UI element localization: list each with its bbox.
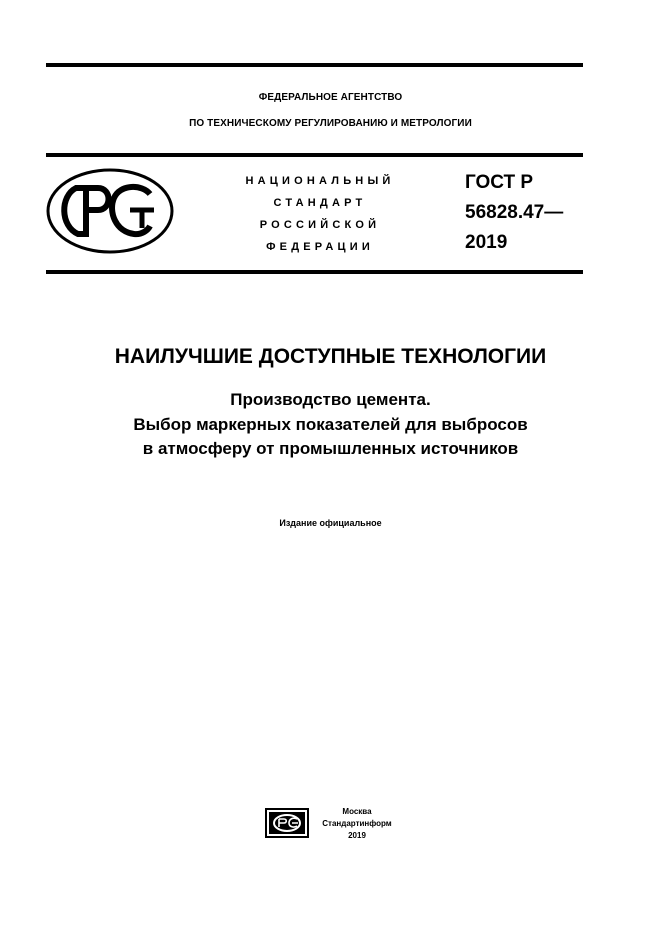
top-rule — [46, 63, 583, 67]
standard-type-label — [232, 170, 408, 258]
designation-line-1: ГОСТ Р — [465, 172, 534, 193]
standard-type-line-3: РОССИЙСКОЙ — [259, 219, 381, 231]
standard-type-line-2: СТАНДАРТ — [273, 197, 367, 209]
imprint-publisher: Стандартинформ — [322, 819, 392, 828]
designation-line-2: 56828.47— — [465, 202, 564, 223]
standard-type-line-1: НАЦИОНАЛЬНЫЙ — [245, 175, 395, 187]
edition-note: Издание официальное — [279, 518, 382, 528]
standartinform-logo — [265, 808, 309, 838]
designation-line-3: 2019 — [465, 232, 508, 253]
imprint-year: 2019 — [348, 831, 366, 840]
document-subtitle — [0, 388, 661, 462]
standard-type-line-4: ФЕДЕРАЦИИ — [266, 241, 374, 253]
header-rule-lower — [46, 270, 583, 274]
rst-certification-logo — [46, 168, 174, 254]
imprint-city: Москва — [342, 807, 372, 816]
subtitle-line-2: Выбор маркерных показателей для выбросов — [133, 414, 528, 434]
agency-line-2: ПО ТЕХНИЧЕСКОМУ РЕГУЛИРОВАНИЮ И МЕТРОЛОГИИ — [189, 118, 472, 129]
standard-designation — [465, 168, 563, 258]
subtitle-line-3: в атмосферу от промышленных источников — [142, 439, 519, 458]
imprint — [314, 806, 400, 842]
agency-line-1: ФЕДЕРАЛЬНОЕ АГЕНТСТВО — [258, 92, 403, 103]
header-rule-upper — [46, 153, 583, 157]
subtitle-line-1: Производство цемента. — [230, 390, 431, 409]
document-title: НАИЛУЧШИЕ ДОСТУПНЫЕ ТЕХНОЛОГИИ — [114, 345, 547, 368]
